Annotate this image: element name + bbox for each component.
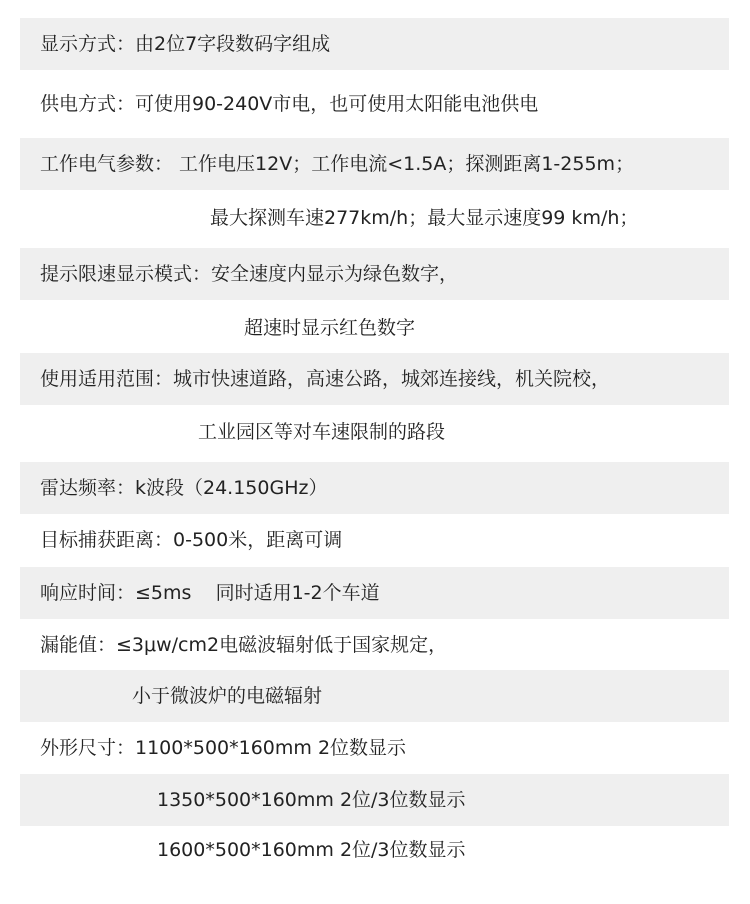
spec-text: 工业园区等对车速限制的路段 — [198, 421, 446, 443]
spec-text: 最大探测车速277km/h；最大显示速度99 km/h； — [210, 207, 639, 229]
spec-text: 1350*500*160mm 2位/3位数显示 — [157, 789, 466, 811]
spec-row-application-scope — [20, 353, 729, 405]
spec-text: 供电方式：可使用90-240V市电，也可使用太阳能电池供电 — [40, 93, 539, 115]
spec-text: 1600*500*160mm 2位/3位数显示 — [157, 839, 466, 861]
spec-text: 超速时显示红色数字 — [244, 317, 416, 339]
spec-text: 目标捕获距离：0-500米，距离可调 — [40, 529, 343, 551]
spec-row-display-mode — [20, 18, 729, 70]
spec-row-dimensions — [20, 722, 729, 774]
spec-row-speed-display-mode — [20, 248, 729, 300]
spec-text: 雷达频率：k波段（24.150GHz） — [40, 477, 328, 499]
spec-row-capture-distance — [20, 514, 729, 566]
spec-text: 使用适用范围：城市快速道路，高速公路，城郊连接线，机关院校， — [40, 368, 611, 390]
spec-row-electrical-params — [20, 138, 729, 190]
spec-text: 工作电气参数： 工作电压12V；工作电流<1.5A；探测距离1-255m； — [40, 153, 635, 175]
spec-text: 响应时间：≤5ms 同时适用1-2个车道 — [40, 582, 380, 604]
spec-row-speed-display-mode-cont — [20, 302, 729, 354]
spec-row-electrical-params-cont — [20, 192, 729, 244]
spec-text: 小于微波炉的电磁辐射 — [132, 685, 323, 707]
spec-text: 提示限速显示模式：安全速度内显示为绿色数字， — [40, 263, 459, 285]
spec-row-response-time — [20, 567, 729, 619]
spec-row-power-supply — [20, 78, 729, 130]
spec-row-leakage-cont — [20, 670, 729, 722]
spec-text: 外形尺寸：1100*500*160mm 2位数显示 — [40, 737, 407, 759]
spec-row-leakage — [20, 619, 729, 671]
spec-row-radar-frequency — [20, 462, 729, 514]
spec-text: 显示方式：由2位7字段数码字组成 — [40, 33, 331, 55]
spec-row-dimensions-2 — [20, 774, 729, 826]
spec-text: 漏能值：≤3μw/cm2电磁波辐射低于国家规定， — [40, 634, 448, 656]
spec-row-application-scope-cont — [20, 406, 729, 458]
spec-row-dimensions-3 — [20, 824, 729, 876]
